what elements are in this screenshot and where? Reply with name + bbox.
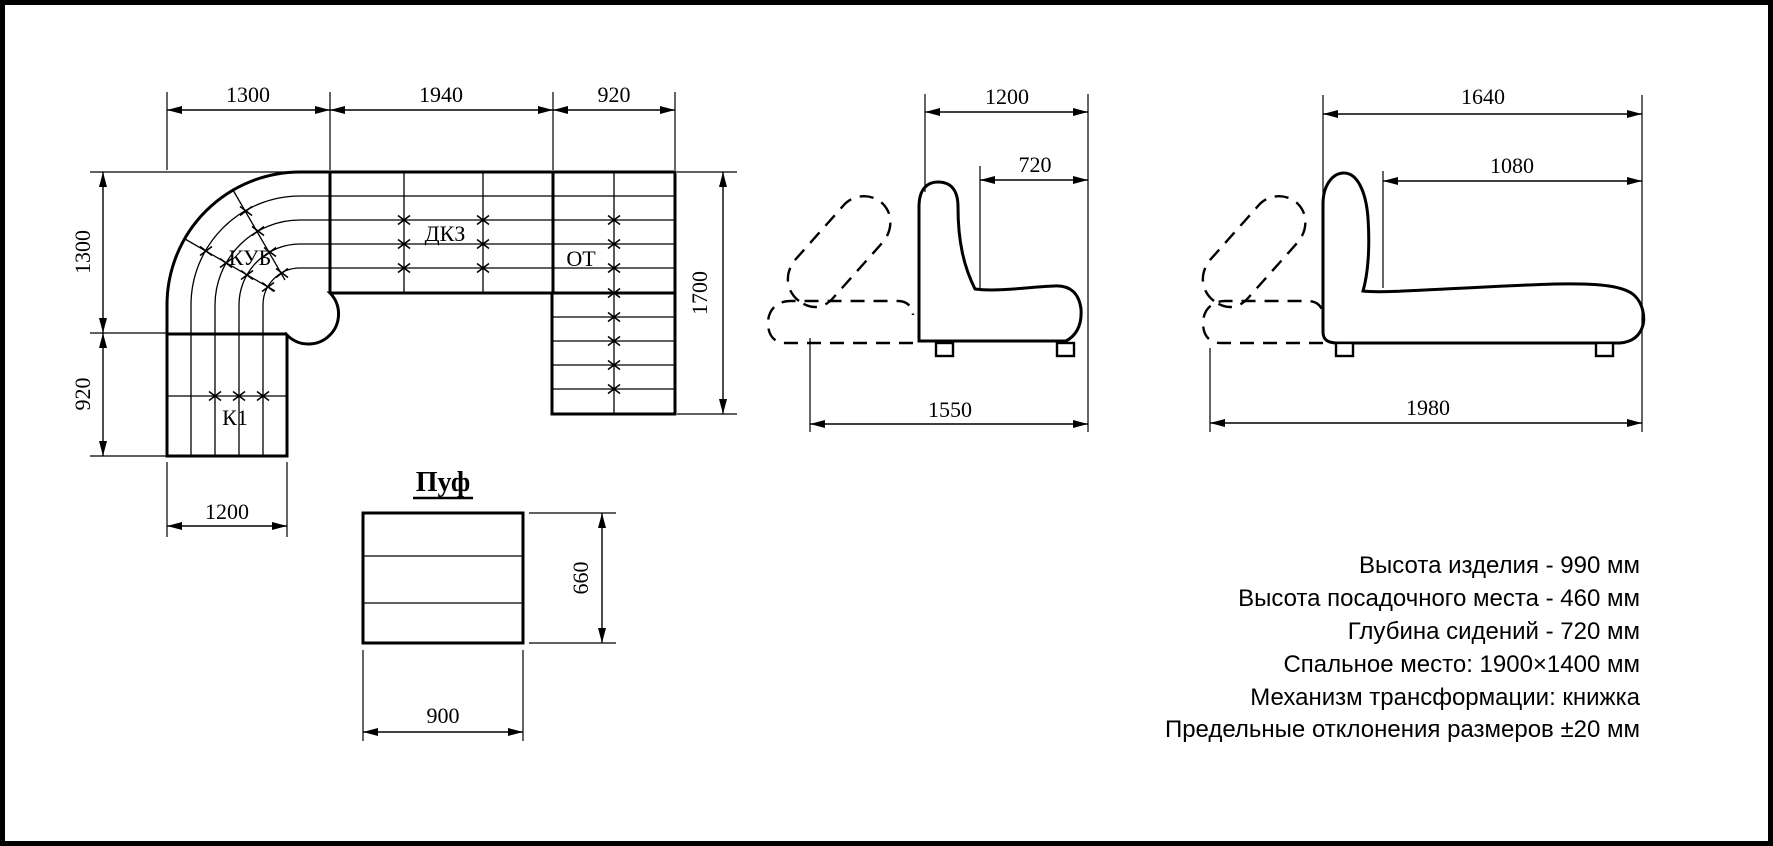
dim-label-sofa-1080: 1080: [1490, 153, 1534, 178]
dim-label-seat-720: 720: [1018, 152, 1052, 177]
dim-label-1300-top: 1300: [226, 82, 270, 107]
section-label-k1: К1: [222, 405, 248, 430]
dim-label-sofa-1640: 1640: [1461, 84, 1505, 109]
dim-label-660: 660: [568, 561, 593, 595]
sofa-foot-right: [1596, 343, 1613, 356]
section-label-kub: КУБ: [228, 245, 272, 270]
dim-label-1940: 1940: [419, 82, 463, 107]
dim-label-1200-bottom: 1200: [205, 499, 249, 524]
dim-label-1700: 1700: [687, 271, 712, 315]
seat-foot-left: [936, 343, 953, 356]
dim-label-seat-1550: 1550: [928, 397, 972, 422]
spec-line-sleeping-area: Спальное место: 1900×1400 мм: [1283, 651, 1640, 678]
dim-label-1300-left: 1300: [70, 230, 95, 274]
spec-line-height: Высота изделия - 990 мм: [1359, 552, 1640, 579]
dim-label-920-left: 920: [70, 377, 95, 411]
dim-label-900: 900: [426, 703, 460, 728]
pouf-title: Пуф: [415, 467, 471, 498]
sofa-foot-left: [1336, 343, 1353, 356]
spec-line-mechanism: Механизм трансформации: книжка: [1250, 684, 1640, 711]
dim-label-sofa-1980: 1980: [1406, 395, 1450, 420]
seat-foot-right: [1057, 343, 1074, 356]
dim-label-seat-1200: 1200: [985, 84, 1029, 109]
spec-line-seat-depth: Глубина сидений - 720 мм: [1347, 618, 1640, 645]
dim-label-920-top: 920: [597, 82, 631, 107]
section-label-dkz: ДКЗ: [424, 221, 466, 246]
section-label-ot: ОТ: [566, 246, 596, 271]
spec-line-seat-height: Высота посадочного места - 460 мм: [1238, 585, 1640, 612]
spec-line-tolerance: Предельные отклонения размеров ±20 мм: [1164, 716, 1640, 743]
